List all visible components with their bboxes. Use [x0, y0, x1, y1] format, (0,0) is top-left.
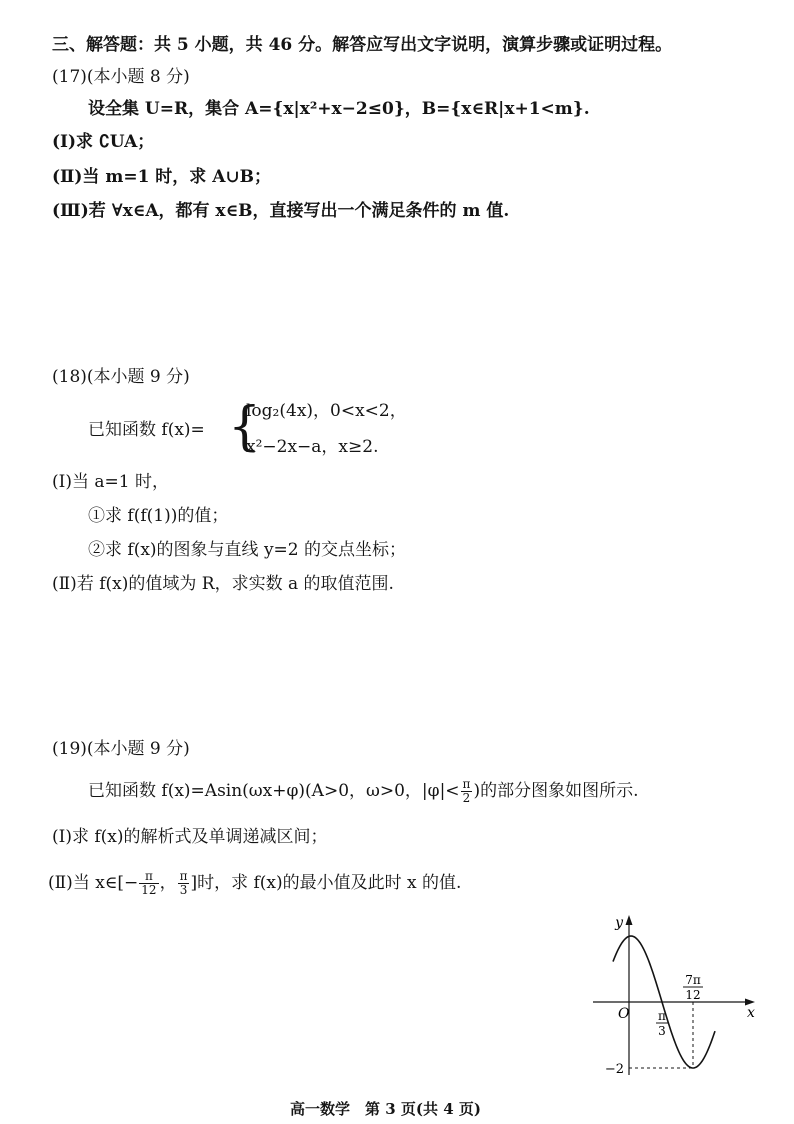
q18-part1: (Ⅰ)当 a=1 时， — [52, 472, 169, 492]
tick-pi-3-numerator: π — [658, 1009, 666, 1023]
q18-title: (18)(本小题 9 分) — [52, 367, 190, 387]
fraction-numerator: π — [179, 869, 188, 883]
q17-part2: (Ⅱ)当 m=1 时，求 A∪B； — [52, 167, 272, 187]
page-footer: 高一数学 第 3 页(共 4 页) — [290, 1100, 481, 1118]
sine-graph-figure — [585, 905, 770, 1080]
fraction-pi-over-12 — [139, 870, 158, 897]
q17-title: (17)(本小题 8 分) — [52, 67, 190, 87]
q18-stem: 已知函数 f(x)= — [88, 420, 205, 440]
q19-part2-end: ]时，求 f(x)的最小值及此时 x 的值. — [190, 873, 462, 893]
q18-sub1: ①求 f(f(1))的值； — [88, 506, 229, 526]
q18-sub2: ②求 f(x)的图象与直线 y=2 的交点坐标； — [88, 540, 407, 560]
tick-7pi-12-numerator: 7π — [685, 973, 701, 987]
q19-part2-sep: ， — [159, 873, 177, 893]
q19-part2-start: (Ⅱ)当 x∈[− — [48, 873, 139, 893]
y-axis-label: y — [615, 915, 623, 931]
fraction-numerator: π — [462, 777, 471, 791]
tick-pi-3-denominator: 3 — [658, 1024, 666, 1038]
q19-stem-start: 已知函数 f(x)=Asin(ωx+φ)(A>0，ω>0，|φ|< — [88, 781, 460, 801]
origin-label: O — [618, 1006, 630, 1022]
q17-part1: (Ⅰ)求 ∁UA； — [52, 132, 155, 152]
q18-case1: log₂(4x)，0<x<2， — [246, 401, 407, 421]
section-header: 三、解答题：共 5 小题，共 46 分。解答应写出文字说明，演算步骤或证明过程。 — [52, 35, 673, 55]
q18-case2: x²−2x−a，x≥2. — [246, 437, 379, 457]
q19-title: (19)(本小题 9 分) — [52, 739, 190, 759]
fraction-pi-over-2 — [461, 778, 473, 805]
fraction-denominator: 3 — [179, 883, 188, 897]
x-axis-label: x — [747, 1005, 755, 1021]
y-axis-arrow — [626, 915, 633, 925]
tick-7pi-12-denominator: 12 — [685, 988, 701, 1002]
q18-part2: (Ⅱ)若 f(x)的值域为 R，求实数 a 的取值范围. — [52, 574, 394, 594]
q19-stem-end: )的部分图象如图所示. — [473, 781, 639, 801]
q19-part1: (Ⅰ)求 f(x)的解析式及单调递减区间； — [52, 827, 328, 847]
q17-stem: 设全集 U=R，集合 A={x|x²+x−2≤0}，B={x∈R|x+1<m}. — [88, 99, 590, 119]
q17-part3: (Ⅲ)若 ∀x∈A，都有 x∈B，直接写出一个满足条件的 m 值. — [52, 201, 510, 221]
fraction-denominator: 2 — [462, 791, 471, 805]
fraction-pi-over-3 — [178, 870, 190, 897]
q19-part2 — [48, 870, 461, 897]
min-value-label: −2 — [604, 1062, 624, 1077]
fraction-numerator: π — [139, 870, 158, 884]
fraction-denominator: 12 — [141, 883, 157, 897]
q19-stem — [88, 778, 638, 805]
piecewise-brace: { — [228, 397, 262, 457]
